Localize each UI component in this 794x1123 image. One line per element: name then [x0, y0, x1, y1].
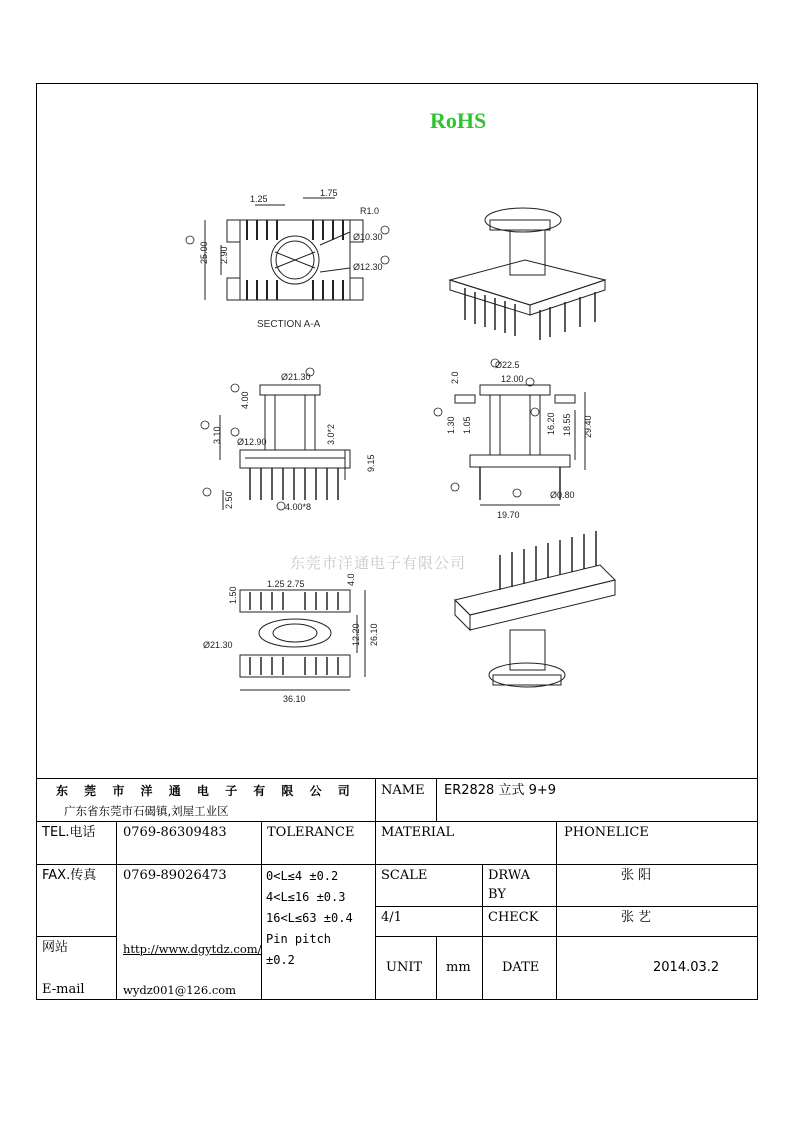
title-block	[36, 778, 758, 1000]
dim-label: 2.90	[219, 246, 229, 264]
dim-label: 1.25	[267, 579, 285, 589]
dim-label: 3.0*2	[326, 423, 336, 445]
technical-drawings	[145, 160, 650, 710]
dim-label: Ø0.80	[550, 490, 575, 500]
tolerance-line: 4<L≤16 ±0.3	[266, 890, 346, 904]
dim-label: R1.0	[360, 206, 380, 216]
front-view	[212, 372, 376, 512]
dim-label: 1.05	[462, 416, 472, 434]
unit-value: mm	[446, 960, 471, 975]
tolerance-line: 0<L≤4 ±0.2	[266, 869, 339, 883]
check-value: 张 艺	[621, 910, 652, 925]
dim-label: Ø12.30	[353, 262, 383, 272]
dim-label: Ø21.30	[203, 640, 233, 650]
top-view	[199, 188, 383, 330]
website-link[interactable]: http://www.dgytdz.com/	[123, 942, 262, 956]
section-label: SECTION A-A	[257, 319, 321, 330]
dim-label: Ø22.5	[495, 360, 520, 370]
fax-label: FAX.传真	[42, 868, 97, 883]
tel-value: 0769-86309483	[123, 825, 227, 840]
website-label: 网站	[42, 940, 69, 955]
isometric-view-lower	[455, 531, 615, 687]
company-name: 东 莞 市 洋 通 电 子 有 限 公 司	[56, 784, 356, 798]
dim-label: Ø21.30	[281, 372, 311, 382]
tolerance-label: TOLERANCE	[267, 825, 355, 840]
dim-label: 12.20	[351, 623, 361, 646]
date-value: 2014.03.2	[653, 960, 720, 975]
material-label: MATERIAL	[381, 825, 455, 840]
watermark-text: 东莞市洋通电子有限公司	[290, 554, 467, 572]
dim-label: Ø12.90	[237, 437, 267, 447]
fax-value: 0769-89026473	[123, 868, 227, 883]
dim-label: 4.0	[346, 573, 356, 586]
tolerance-line: 16<L≤63 ±0.4	[266, 911, 353, 925]
tel-label: TEL.电话	[42, 825, 96, 840]
drawn-by-label: DRWA BY	[488, 868, 531, 902]
dim-label: 12.00	[501, 374, 524, 384]
scale-value: 4/1	[381, 910, 402, 925]
rohs-label: RoHS	[430, 108, 487, 133]
isometric-view-upper	[450, 208, 605, 340]
dim-label: 2.50	[224, 491, 234, 509]
dim-label: 9.15	[366, 454, 376, 472]
scale-label: SCALE	[381, 868, 428, 883]
phonelice-label: PHONELICE	[564, 825, 649, 840]
dim-label: 3.10	[212, 426, 222, 444]
check-label: CHECK	[488, 910, 539, 925]
name-label: NAME	[381, 783, 425, 798]
dim-label: 26.10	[369, 623, 379, 646]
dim-label: 1.50	[228, 586, 238, 604]
dim-label: 1.25	[250, 194, 268, 204]
dim-label: 1.75	[320, 188, 338, 198]
unit-label: UNIT	[386, 960, 423, 975]
dim-label: 36.10	[283, 694, 306, 704]
dim-label: 19.70	[497, 510, 520, 520]
dim-label: 2.75	[287, 579, 305, 589]
dim-label: 2.0	[450, 371, 460, 384]
dim-label: Ø10.30	[353, 232, 383, 242]
name-value: ER2828 立式 9+9	[444, 783, 557, 798]
dim-label: 4.00*8	[285, 502, 312, 512]
tolerance-line: Pin pitch ±0.2	[266, 932, 332, 967]
dim-label: 29.40	[583, 415, 593, 438]
tolerance-values	[266, 866, 366, 971]
dim-label: 25.00	[199, 241, 209, 264]
company-address: 广东省东莞市石碣镇,刘屋工业区	[64, 804, 229, 818]
dim-label: 18.55	[562, 413, 572, 436]
email-label: E-mail	[42, 982, 85, 997]
date-label: DATE	[502, 960, 540, 975]
bottom-view	[203, 573, 379, 704]
dim-label: 4.00	[240, 391, 250, 409]
email-value: wydz001@126.com	[123, 983, 237, 997]
dim-label: 1.30	[446, 416, 456, 434]
drawn-by-value: 张 阳	[621, 868, 652, 883]
dim-label: 16.20	[546, 412, 556, 435]
